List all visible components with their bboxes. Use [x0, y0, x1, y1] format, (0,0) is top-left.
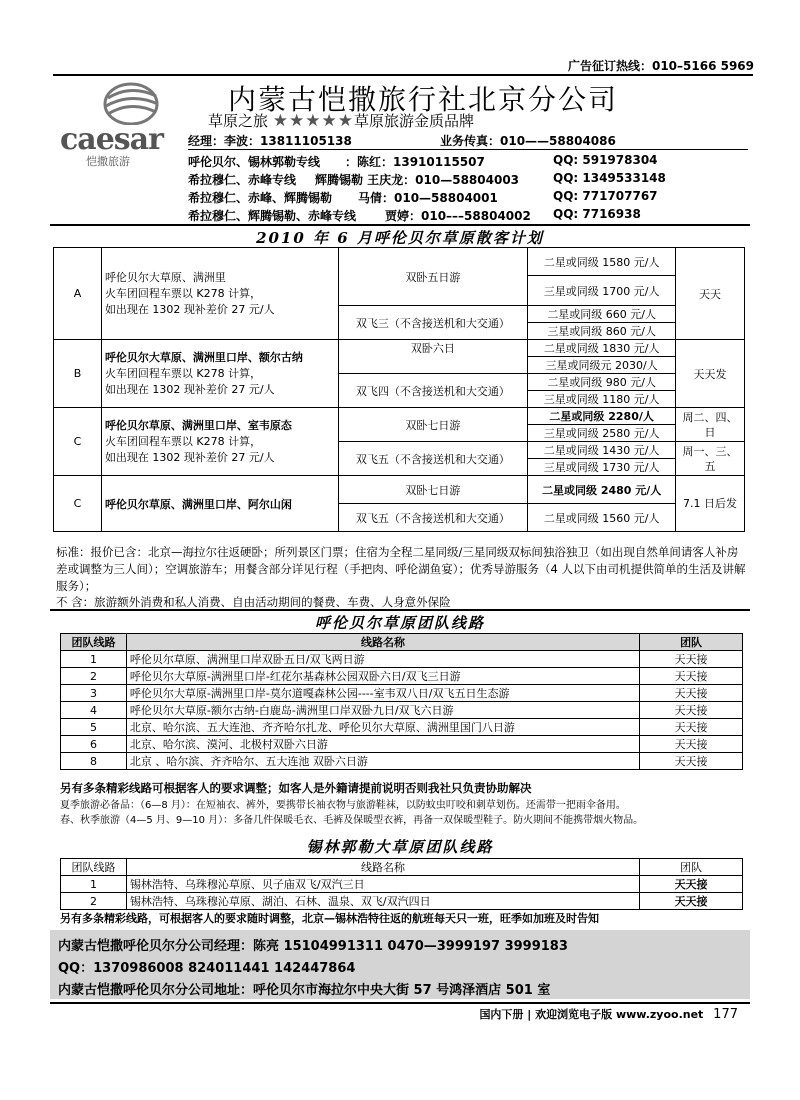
plan-title: 2010 年 6 月呼伦贝尔草原散客计划: [256, 229, 544, 247]
fax-contact: 业务传真：010——58804086: [440, 134, 616, 148]
globe-icon: [86, 80, 176, 125]
branch-manager: 内蒙古恺撒呼伦贝尔分公司经理：陈亮 15104991311 0470—3999197 3999183: [58, 939, 568, 954]
company-name: 内蒙古恺撒旅行社北京分公司: [227, 83, 618, 116]
tour-option: 双卧七日游: [338, 476, 528, 504]
route-name: 北京、哈尔滨、漠河、北极村双卧六日游: [126, 736, 639, 753]
table-row: [61, 893, 743, 910]
schedule: 周二、四、日: [676, 408, 745, 442]
tour-option: 双飞三（不含接送机和大交通）: [338, 306, 528, 340]
bottom-rule: [50, 1002, 750, 1004]
hulun-note-main: 另有多条精彩线路可根据客人的要求调整；如客人是外籍请提前说明否则我社只负责协助解决: [60, 781, 532, 795]
page-footer: [479, 1006, 738, 1022]
team-status: 天天接: [640, 736, 743, 753]
section-rule: [50, 609, 750, 611]
contact-person: 辉腾锡勒 王庆龙：010—58804003: [315, 173, 520, 187]
group-extra: 如出现在 1302 现补差价 27 元/人: [104, 382, 275, 396]
row-no: 1: [61, 651, 127, 668]
schedule: 天天发: [676, 340, 745, 408]
route-name: 北京、哈尔滨、五大连池、齐齐哈尔扎龙、呼伦贝尔大草原、满洲里国门八日游: [126, 719, 639, 736]
row-no: 6: [61, 736, 127, 753]
hulun-route-table: [60, 633, 743, 770]
row-no: 5: [61, 719, 127, 736]
slogan-left: 草原之旅: [208, 112, 269, 130]
price: 三星或同级 1730 元/人: [528, 459, 676, 476]
price: 二星或同级 1560 元/人: [528, 504, 676, 532]
price: 三星或同级 1700 元/人: [528, 276, 676, 306]
contact-qq: QQ: 7716938: [553, 207, 641, 221]
plan-standard: 标准：报价已含：北京—海拉尔往返硬卧；所列景区门票；住宿为全程二星同级/三星同级双标间独浴独卫（如出现自然单间请客人补房差或调整为三人间）；空调旅游车；用餐含部分详见行程（手把肉、呼伦湖鱼宴）；优秀导游服务（4 人以下由司机提供简单的生活及讲解服务）；: [56, 545, 746, 593]
five-stars-icon: ★★★★★: [272, 111, 354, 131]
footer-text: 国内下册 | 欢迎浏览电子版 www.zyoo.net: [479, 1008, 704, 1021]
price: 三星或同级元 2030/人: [528, 357, 676, 374]
contact-qq: QQ: 1349533148: [553, 171, 666, 185]
team-status: 天天接: [640, 893, 743, 910]
col-header: 团队线路: [61, 634, 127, 651]
xilin-route-table: [60, 858, 743, 910]
table-row: [61, 702, 743, 719]
slogan-right: 草原旅游金质品牌: [354, 112, 475, 130]
group-extra: 如出现在 1302 现补差价 27 元/人: [104, 450, 275, 464]
contact-person: 贾婷：010–––58804002: [385, 209, 531, 223]
tour-option: 双飞五（不含接送机和大交通）: [338, 442, 528, 476]
tour-plan-table: [53, 247, 745, 532]
xilin-note: 另有多条精彩线路，可根据客人的要求随时调整，北京—锡林浩特往返的航班每天只一班，旺季如加班及时告知: [60, 912, 599, 925]
row-no: 4: [61, 702, 127, 719]
table-row: [61, 876, 743, 893]
group-train: 火车团回程车票以 K278 计算，: [104, 286, 262, 300]
logo-subtitle: 恺撒旅游: [86, 155, 130, 168]
group-train: 火车团回程车票以 K278 计算，: [104, 366, 262, 380]
col-header: 线路名称: [126, 859, 639, 876]
row-no: 3: [61, 685, 127, 702]
table-row: [61, 719, 743, 736]
col-header: 线路名称: [126, 634, 639, 651]
group-route-cell: [101, 408, 338, 476]
route-name: 呼伦贝尔草原、满洲里口岸双卧五日/双飞两日游: [126, 651, 639, 668]
row-no: 2: [61, 893, 127, 910]
team-status: 天天接: [640, 651, 743, 668]
group-code: B: [54, 340, 102, 408]
group-train: 火车团回程车票以 K278 计算，: [104, 434, 262, 448]
page-number: 177: [713, 1007, 738, 1022]
price: 三星或同级 1180 元/人: [528, 391, 676, 408]
row-no: 2: [61, 668, 127, 685]
price: 二星或同级 2280/人: [528, 408, 676, 425]
table-row: [61, 668, 743, 685]
logo-wordmark: caesar: [60, 122, 163, 157]
route-name: 呼伦贝尔大草原-满洲里口岸-莫尔道嘎森林公园----室韦双八日/双飞五日生态游: [126, 685, 639, 702]
tour-option: 双卧五日游: [338, 248, 528, 306]
route-name: 呼伦贝尔大草原-额尔古纳-白鹿岛-满洲里口岸双卧九日/双飞六日游: [126, 702, 639, 719]
table-row: [61, 685, 743, 702]
contact-route: 希拉穆仁、辉腾锡勒、赤峰专线: [188, 209, 357, 223]
route-name: 锡林浩特、乌珠穆沁草原、贝子庙双飞/双汽三日: [126, 876, 639, 893]
contact-route: 希拉穆仁、赤峰、辉腾锡勒: [188, 191, 333, 205]
price: 二星或同级 660 元/人: [528, 306, 676, 323]
team-status: 天天接: [640, 668, 743, 685]
hulun-note-spring: 春、秋季旅游（4—5 月、9—10 月）：多备几件保暖毛衣、毛裤及保暖型衣裤，再备一双保暖型鞋子。防火期间不能携带烟火物品。: [60, 815, 644, 826]
group-route: 呼伦贝尔草原、满洲里口岸、室韦原态: [104, 418, 292, 432]
contact-route: 呼伦贝尔、锡林郭勒专线: [188, 155, 321, 169]
route-name: 锡林浩特、乌珠穆沁草原、湖泊、石林、温泉、双飞/双汽四日: [126, 893, 639, 910]
group-code: A: [54, 248, 102, 340]
group-code: C: [54, 408, 102, 476]
slogan: [208, 110, 474, 131]
table-row: [61, 736, 743, 753]
schedule: 7.1 日后发: [676, 476, 745, 532]
tour-option: 双卧六日: [338, 340, 528, 374]
group-route: 呼伦贝尔大草原、满洲里口岸、额尔古纳: [104, 350, 303, 364]
branch-address: 内蒙古恺撒呼伦贝尔分公司地址：呼伦贝尔市海拉尔中央大街 57 号鸿泽酒店 501 室: [58, 983, 551, 998]
tour-option: 双飞四（不含接送机和大交通）: [338, 374, 528, 408]
team-status: 天天接: [640, 719, 743, 736]
group-extra: 如出现在 1302 现补差价 27 元/人: [104, 302, 275, 316]
top-rule: [53, 74, 753, 76]
contact-person: ：陈红：13910115507: [345, 155, 485, 169]
route-name: 呼伦贝尔大草原-满洲里口岸-红花尔基森林公园双卧六日/双飞三日游: [126, 668, 639, 685]
table-row: [61, 651, 743, 668]
group-code: C: [54, 476, 102, 532]
price: 二星或同级 1430 元/人: [528, 442, 676, 459]
group-route-cell: [101, 340, 338, 408]
tour-option: 双飞五（不含接送机和大交通）: [338, 504, 528, 532]
caesar-logo: [58, 80, 183, 175]
contact-qq: QQ: 771707767: [553, 189, 658, 203]
contact-person: 马倩：010—58804001: [358, 191, 498, 205]
row-no: 1: [61, 876, 127, 893]
group-route-cell: [101, 248, 338, 340]
contact-route: 希拉穆仁、赤峰专线: [188, 173, 297, 187]
plan-exclude: 不 含：旅游额外消费和私人消费、自由活动期间的餐费、车费、人身意外保险: [56, 595, 451, 609]
manager-contact: 经理：李波：13811105138: [188, 134, 352, 148]
contact-qq: QQ: 591978304: [553, 153, 658, 167]
price: 二星或同级 1580 元/人: [528, 248, 676, 276]
branch-qq: QQ：1370986008 824011441 142447864: [58, 961, 356, 976]
price: 二星或同级 980 元/人: [528, 374, 676, 391]
branch-contact-box: [50, 930, 750, 999]
header-rule: [188, 149, 748, 150]
row-no: 8: [61, 753, 127, 770]
schedule: 天天: [676, 248, 745, 340]
col-header: 团队: [640, 634, 743, 651]
group-route: 呼伦贝尔大草原、满洲里: [104, 270, 226, 284]
team-status: 天天接: [640, 876, 743, 893]
team-status: 天天接: [640, 753, 743, 770]
col-header: 团队: [640, 859, 743, 876]
team-status: 天天接: [640, 702, 743, 719]
price: 三星或同级 860 元/人: [528, 323, 676, 340]
hulun-note-summer: 夏季旅游必备品：（6—8 月）：在短袖衣、裤外，要携带长袖衣物与旅游鞋袜，以防蚊虫叮咬和刺草划伤。还需带一把雨伞备用。: [60, 800, 626, 811]
table-row: [61, 753, 743, 770]
price: 三星或同级 2580 元/人: [528, 425, 676, 442]
tour-option: 双卧七日游: [338, 408, 528, 442]
ad-hotline: 广告征订热线：010–5166 5969: [567, 59, 754, 73]
price: 二星或同级 1830 元/人: [528, 340, 676, 357]
route-name: 北京 、哈尔滨、齐齐哈尔、五大连池 双卧六日游: [126, 753, 639, 770]
team-status: 天天接: [640, 685, 743, 702]
group-route: 呼伦贝尔草原、满洲里口岸、阿尔山闲: [101, 476, 338, 532]
section-rule: [50, 224, 750, 226]
col-header: 团队线路: [61, 859, 127, 876]
price: 二星或同级 2480 元/人: [528, 476, 676, 504]
schedule: 周一、三、五: [676, 442, 745, 476]
hulun-title: 呼伦贝尔草原团队线路: [314, 614, 485, 632]
xilin-title: 锡林郭勒大草原团队线路: [306, 838, 494, 856]
